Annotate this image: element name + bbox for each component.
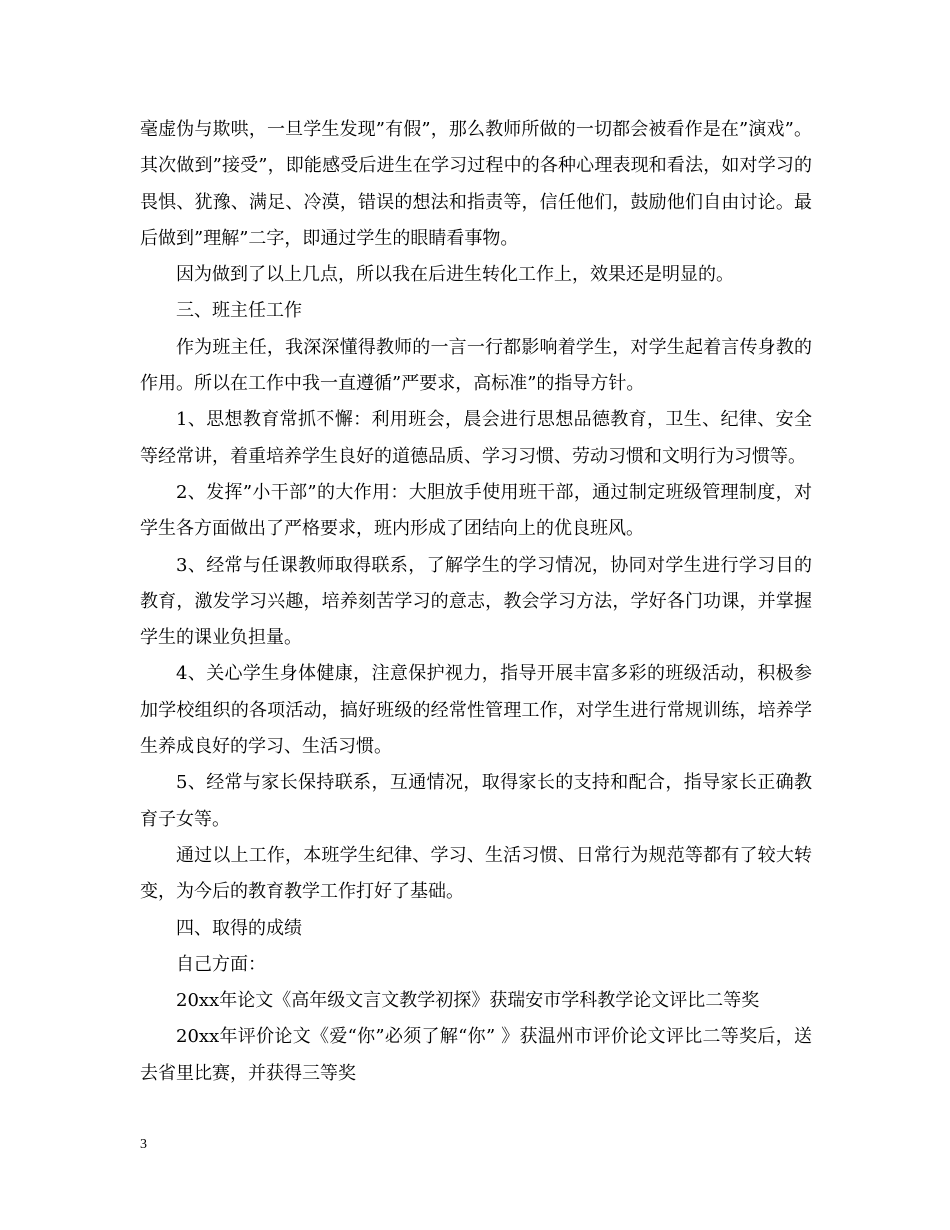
paragraph-continuation: 毫虚伪与欺哄，一旦学生发现”有假”，那么教师所做的一切都会被看作是在”演戏”。其次做到”接受”，即能感受后进生在学习过程中的各种心理表现和看法，如对学习的畏惧、犹豫、满足、冷漠，错误的想法和指责等，信任他们，鼓励他们自由讨论。最后做到”理解”二字，即通过学生的眼睛看事物。 bbox=[140, 119, 812, 249]
achievement-item-1: 20xx年论文《高年级文言文教学初探》获瑞安市学科教学论文评比二等奖 bbox=[176, 990, 760, 1012]
achievement-item-2: 20xx年评价论文《爱“你”必须了解“你” 》获温州市评价论文评比二等奖后，送去省里比赛，并获得三等奖 bbox=[140, 1026, 812, 1084]
list-item-2: 2、发挥”小干部”的大作用：大胆放手使用班干部，通过制定班级管理制度，对学生各方面做出了严格要求，班内形成了团结向上的优良班风。 bbox=[140, 481, 812, 540]
subheading-self: 自己方面： bbox=[176, 953, 266, 975]
page-number: 3 bbox=[140, 1137, 147, 1152]
paragraph-class-teacher-intro: 作为班主任，我深深懂得教师的一言一行都影响着学生，对学生起着言传身教的作用。所以在工作中我一直遵循”严要求，高标准”的指导方针。 bbox=[140, 336, 812, 395]
document-body bbox=[140, 112, 812, 1092]
paragraph-result: 因为做到了以上几点，所以我在后进生转化工作上，效果还是明显的。 bbox=[176, 264, 734, 286]
list-item-4: 4、关心学生身体健康，注意保护视力，指导开展丰富多彩的班级活动，积极参加学校组织的各项活动，搞好班级的经常性管理工作，对学生进行常规训练，培养学生养成良好的学习、生活习惯。 bbox=[140, 663, 812, 758]
paragraph-summary: 通过以上工作，本班学生纪律、学习、生活习惯、日常行为规范等都有了较大转变，为今后的教育教学工作打好了基础。 bbox=[140, 844, 812, 903]
list-item-5: 5、经常与家长保持联系，互通情况，取得家长的支持和配合，指导家长正确教育子女等。 bbox=[140, 772, 812, 830]
list-item-1: 1、思想教育常抓不懈：利用班会，晨会进行思想品德教育，卫生、纪律、安全等经常讲，着重培养学生良好的道德品质、学习习惯、劳动习惯和文明行为习惯等。 bbox=[140, 409, 812, 467]
section-heading-class-teacher: 三、班主任工作 bbox=[176, 300, 302, 322]
list-item-3: 3、经常与任课教师取得联系，了解学生的学习情况，协同对学生进行学习目的教育，激发学习兴趣，培养刻苦学习的意志，教会学习方法，学好各门功课，并掌握学生的课业负担量。 bbox=[140, 554, 812, 649]
section-heading-achievements: 四、取得的成绩 bbox=[176, 917, 302, 939]
